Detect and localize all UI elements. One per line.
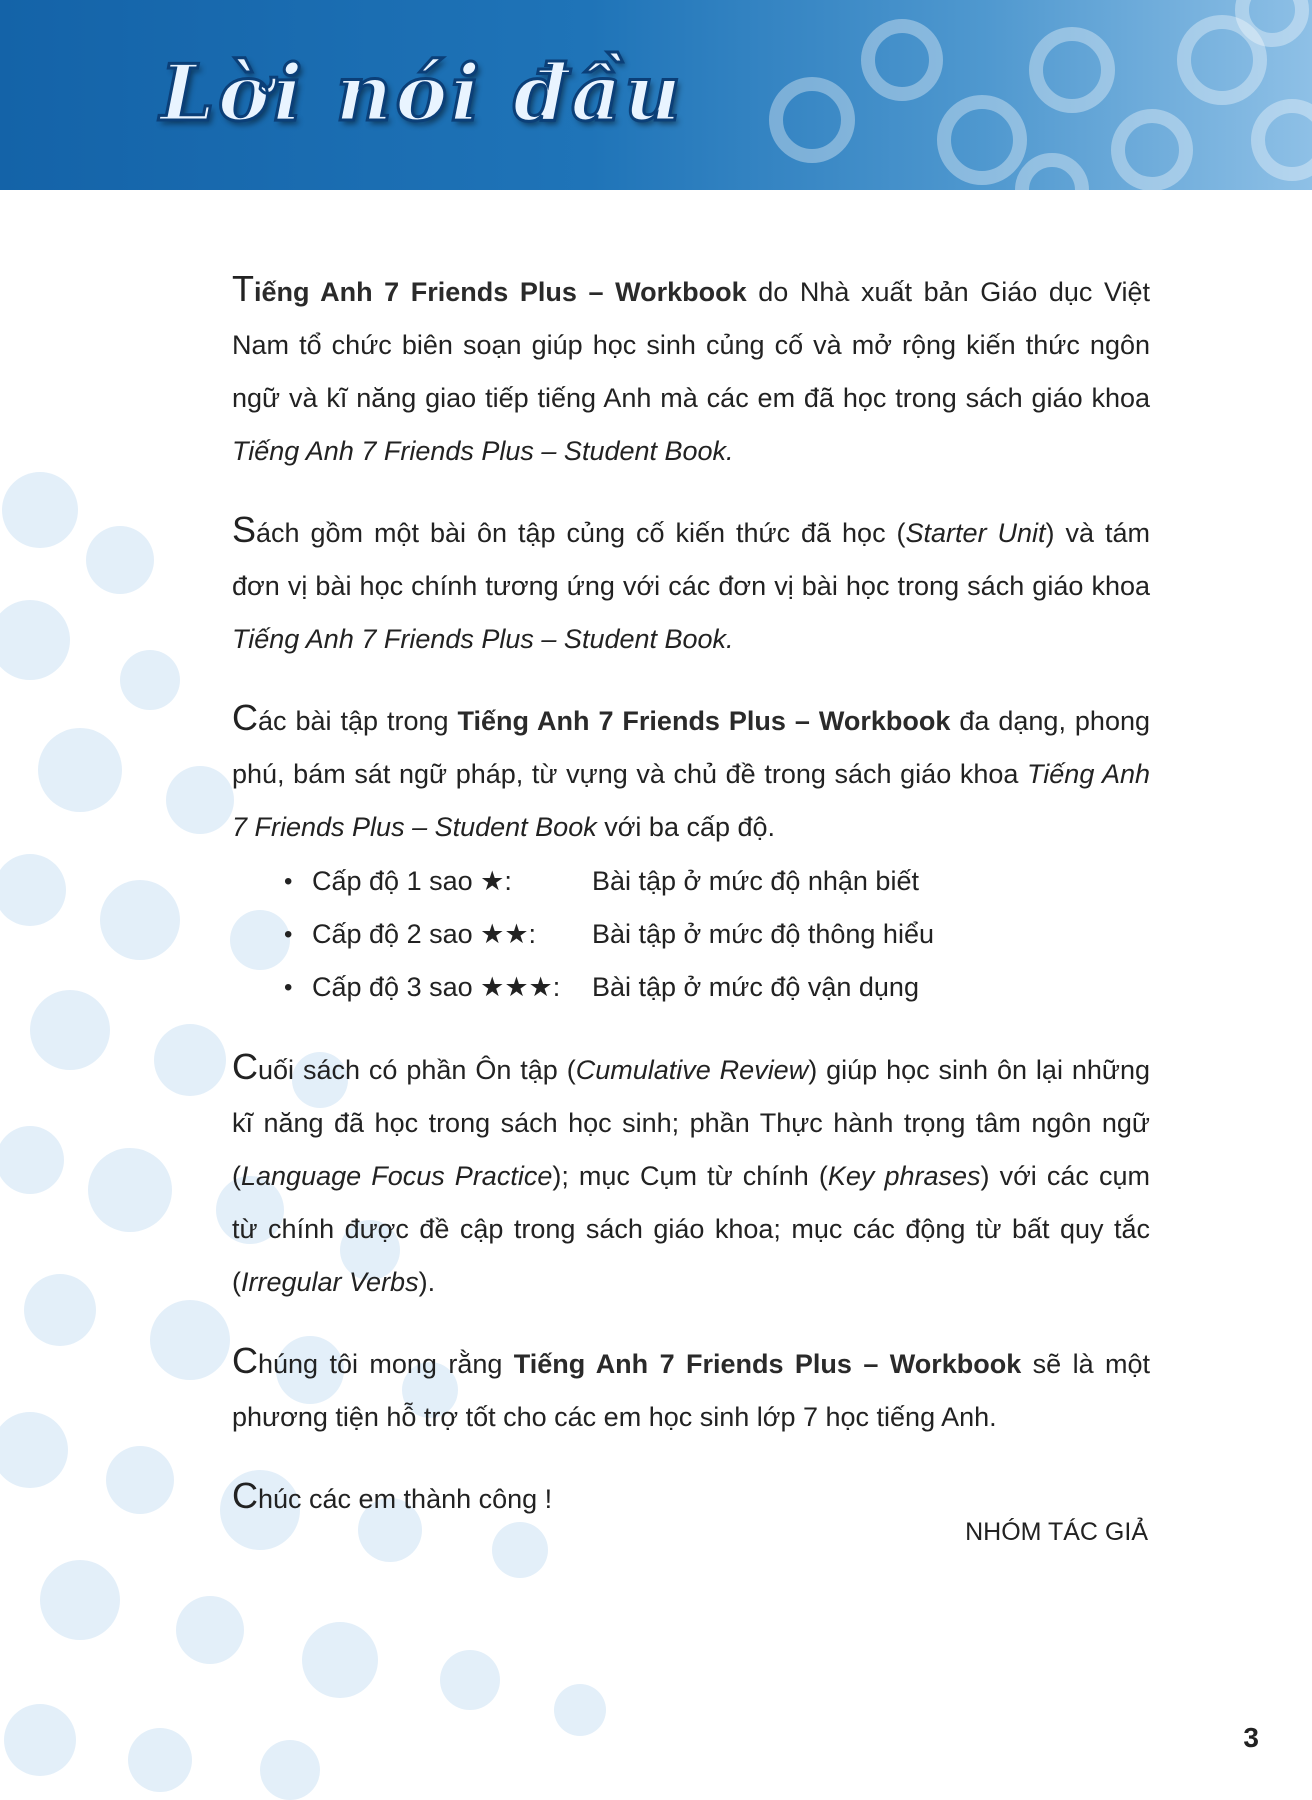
book-title-italic: Tiếng Anh 7 Friends Plus – Student Book: [232, 759, 1151, 842]
italic-term: Cumulative Review: [575, 1055, 809, 1085]
book-title-bold: Tiếng Anh 7 Friends Plus – Workbook: [457, 706, 951, 736]
author-signature: NHÓM TÁC GIẢ: [965, 1518, 1148, 1546]
italic-term: Key phrases: [827, 1161, 981, 1191]
paragraph-1: [232, 262, 1150, 478]
level-description: Bài tập ở mức độ vận dụng: [592, 972, 919, 1002]
foreword-content: [232, 262, 1150, 1551]
book-title-italic: Tiếng Anh 7 Friends Plus – Student Book.: [232, 624, 734, 654]
level-label: Cấp độ 1 sao ★:: [312, 866, 512, 896]
paragraph-5: [232, 1334, 1150, 1444]
drop-letter: C: [232, 1475, 258, 1516]
difficulty-levels-list: [232, 855, 1150, 1014]
paragraph-text: ) và tám đơn vị bài học chính tương ứng với các đơn vị bài học trong sách giáo khoa: [232, 518, 1150, 601]
header-banner: [0, 0, 1312, 190]
drop-letter: C: [232, 1046, 258, 1087]
list-item: [232, 908, 1150, 961]
list-item: [232, 961, 1150, 1014]
bullet-icon: •: [284, 921, 293, 948]
paragraph-4: [232, 1040, 1150, 1309]
level-description: Bài tập ở mức độ thông hiểu: [592, 919, 934, 949]
paragraph-3: [232, 691, 1150, 854]
paragraph-text: ách gồm một bài ôn tập củng cố kiến thức đã học (: [256, 518, 906, 548]
paragraph-text: ) giúp học sinh ôn lại những kĩ năng đã học trong sách học sinh; phần Thực hành trọng tâm ngôn ngữ (: [232, 1055, 1150, 1191]
paragraph-text: ); mục Cụm từ chính (: [552, 1161, 828, 1191]
paragraph-text: húc các em thành công !: [258, 1484, 553, 1514]
paragraph-text: đa dạng, phong phú, bám sát ngữ pháp, từ vựng và chủ đề trong sách giáo khoa: [232, 706, 1150, 789]
italic-term: Irregular Verbs: [241, 1267, 419, 1297]
italic-term: Language Focus Practice: [241, 1161, 553, 1191]
list-item: [232, 855, 1150, 908]
level-label: Cấp độ 3 sao ★★★:: [312, 972, 561, 1002]
level-description: Bài tập ở mức độ nhận biết: [592, 866, 919, 896]
paragraph-text: do Nhà xuất bản Giáo dục Việt Nam tổ chức biên soạn giúp học sinh củng cố và mở rộng kiến thức ngôn ngữ và kĩ năng giao tiếp tiếng Anh mà các em đã học trong sách giáo khoa: [232, 277, 1150, 413]
paragraph-text: ác bài tập trong: [258, 706, 458, 736]
book-title-bold: iếng Anh 7 Friends Plus – Workbook: [254, 277, 747, 307]
paragraph-text: uối sách có phần Ôn tập (: [258, 1055, 576, 1085]
bullet-icon: •: [284, 868, 293, 895]
drop-letter: S: [232, 509, 257, 550]
drop-letter: C: [232, 697, 258, 738]
paragraph-text: ).: [418, 1267, 436, 1297]
book-title-bold: Tiếng Anh 7 Friends Plus – Workbook: [513, 1349, 1022, 1379]
italic-term: Starter Unit: [905, 518, 1046, 548]
paragraph-text: húng tôi mong rằng: [258, 1349, 514, 1379]
paragraph-text: ) với các cụm từ chính được đề cập trong sách giáo khoa; mục các động từ bất quy tắc (: [232, 1161, 1150, 1297]
paragraph-text: với ba cấp độ.: [596, 812, 776, 842]
page-number: 3: [1243, 1722, 1259, 1753]
paragraph-2: [232, 503, 1150, 666]
book-title-italic: Tiếng Anh 7 Friends Plus – Student Book.: [232, 436, 734, 466]
page-title: Lời nói đầu: [160, 48, 684, 139]
drop-letter: C: [232, 1340, 258, 1381]
banner-pattern: [752, 0, 1312, 190]
bullet-icon: •: [284, 974, 293, 1001]
drop-letter: T: [232, 268, 254, 309]
level-label: Cấp độ 2 sao ★★:: [312, 919, 537, 949]
paragraph-text: sẽ là một phương tiện hỗ trợ tốt cho các em học sinh lớp 7 học tiếng Anh.: [232, 1349, 1151, 1432]
